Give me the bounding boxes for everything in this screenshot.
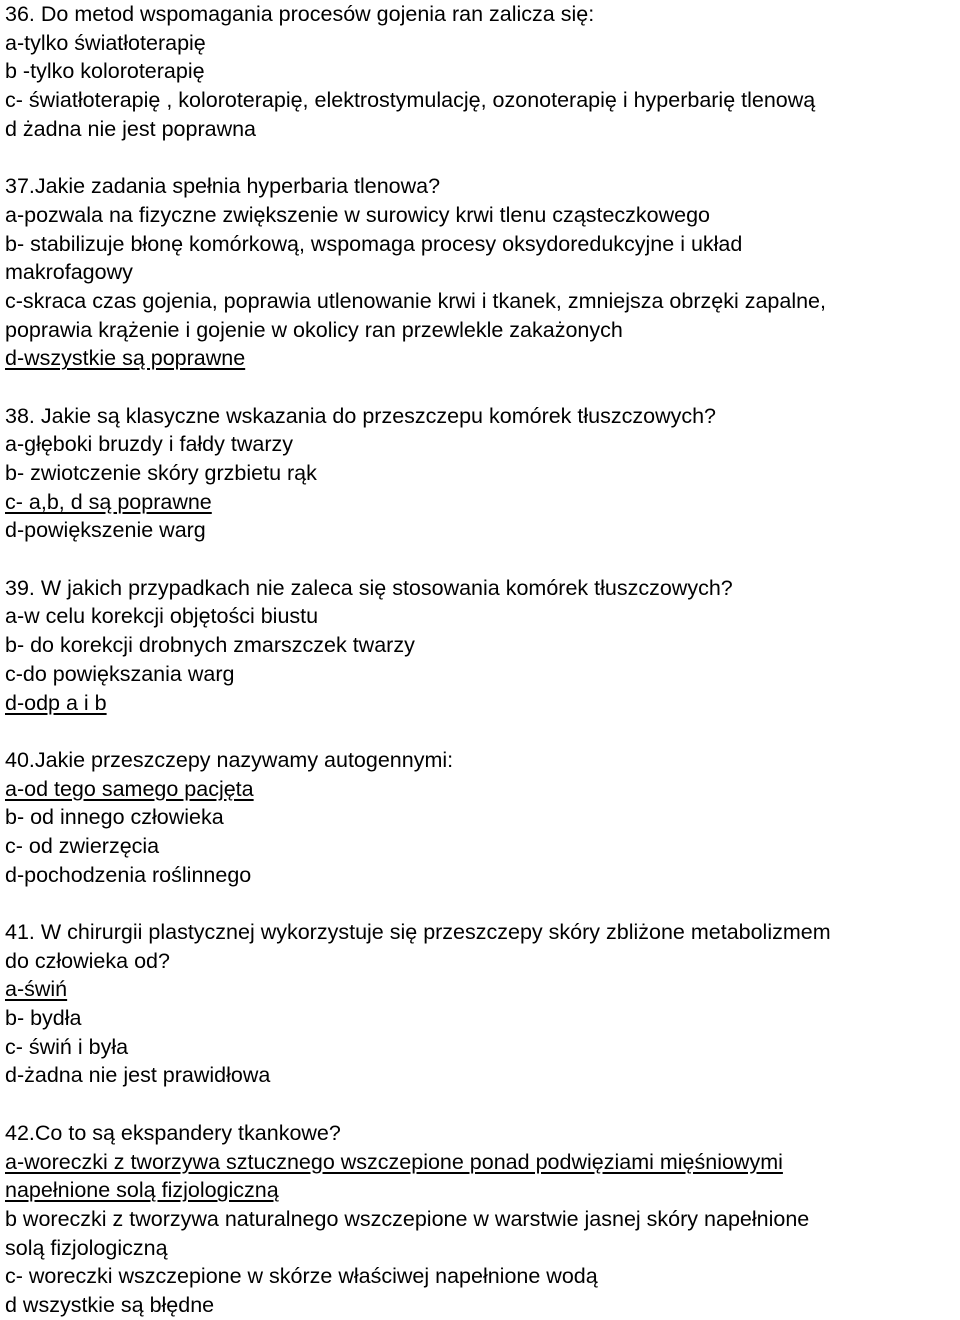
answer-line: b- stabilizuje błonę komórkową, wspomaga procesy oksydoredukcyjne i układ xyxy=(5,231,743,256)
answer-line: d żadna nie jest poprawna xyxy=(5,116,257,141)
answer-line: c- od zwierzęcia xyxy=(5,833,160,858)
question-text: 40.Jakie przeszczepy nazywamy autogennymi: xyxy=(5,747,454,772)
question-text: 42.Co to są ekspandery tkankowe? xyxy=(5,1120,341,1145)
answer-line: b woreczki z tworzywa naturalnego wszczepione w warstwie jasnej skóry napełnione xyxy=(5,1206,810,1231)
answer-line: b -tylko koloroterapię xyxy=(5,59,205,84)
answer-line: poprawia krążenie i gojenie w okolicy ran przewlekle zakażonych xyxy=(5,317,623,342)
question-block xyxy=(5,918,957,1090)
question-text: 41. W chirurgii plastycznej wykorzystuje się przeszczepy skóry zbliżone metabolizmem xyxy=(5,920,831,944)
blank-line xyxy=(5,889,957,918)
answer-line: c- świń i była xyxy=(5,1034,129,1059)
document-page xyxy=(5,0,957,1320)
question-block xyxy=(5,0,957,143)
answer-line: a-tylko światłoterapię xyxy=(5,30,206,55)
question-block xyxy=(5,1119,957,1320)
question-text: 37.Jakie zadania spełnia hyperbaria tlenowa? xyxy=(5,174,441,199)
question-text: 38. Jakie są klasyczne wskazania do przeszczepu komórek tłuszczowych? xyxy=(5,403,717,428)
question-block xyxy=(5,574,957,717)
answer-line: c- woreczki wszczepione w skórze właściwej napełnione wodą xyxy=(5,1264,598,1289)
answer-line: a-pozwala na fizyczne zwiększenie w surowicy krwi tlenu cząsteczkowego xyxy=(5,202,711,227)
answer-line: d-żadna nie jest prawidłowa xyxy=(5,1063,271,1088)
question-block xyxy=(5,172,957,373)
blank-line xyxy=(5,717,957,746)
blank-line xyxy=(5,545,957,574)
blank-line xyxy=(5,1090,957,1119)
marked-answer-line: a-świń xyxy=(5,977,68,1002)
blank-line xyxy=(5,143,957,172)
answer-line: d-pochodzenia roślinnego xyxy=(5,862,252,887)
marked-answer-line: a-woreczki z tworzywa sztucznego wszczepione ponad podwięziami mięśniowymi xyxy=(5,1149,783,1174)
answer-line: makrofagowy xyxy=(5,260,133,285)
answer-line: c- światłoterapię , koloroterapię, elektrostymulację, ozonoterapię i hyperbarię tlenową xyxy=(5,88,816,113)
marked-answer-line: c- a,b, d są poprawne xyxy=(5,489,212,514)
answer-line: do człowieka od? xyxy=(5,948,170,973)
answer-line: d wszystkie są błędne xyxy=(5,1292,215,1317)
question-text: 39. W jakich przypadkach nie zaleca się stosowania komórek tłuszczowych? xyxy=(5,575,733,600)
answer-line: b- bydła xyxy=(5,1006,82,1031)
answer-line: b- zwiotczenie skóry grzbietu rąk xyxy=(5,461,317,485)
answer-line: a-głęboki bruzdy i fałdy twarzy xyxy=(5,432,293,457)
answer-line: b- do korekcji drobnych zmarszczek twarzy xyxy=(5,633,415,658)
marked-answer-line: d-odp a i b xyxy=(5,690,107,715)
marked-answer-line: a-od tego samego pacjęta xyxy=(5,776,254,801)
question-text: 36. Do metod wspomagania procesów gojenia ran zalicza się: xyxy=(5,2,595,26)
marked-answer-line: d-wszystkie są poprawne xyxy=(5,346,246,371)
question-block xyxy=(5,402,957,545)
answer-line: c-do powiększania warg xyxy=(5,661,235,686)
answer-line: solą fizjologiczną xyxy=(5,1235,168,1260)
answer-line: c-skraca czas gojenia, poprawia utlenowanie krwi i tkanek, zmniejsza obrzęki zapalne, xyxy=(5,288,826,313)
blank-line xyxy=(5,373,957,402)
question-block xyxy=(5,746,957,889)
answer-line: b- od innego człowieka xyxy=(5,805,224,830)
answer-line: a-w celu korekcji objętości biustu xyxy=(5,604,319,629)
answer-line: d-powiększenie warg xyxy=(5,518,206,543)
marked-answer-line: napełnione solą fizjologiczną xyxy=(5,1178,279,1203)
